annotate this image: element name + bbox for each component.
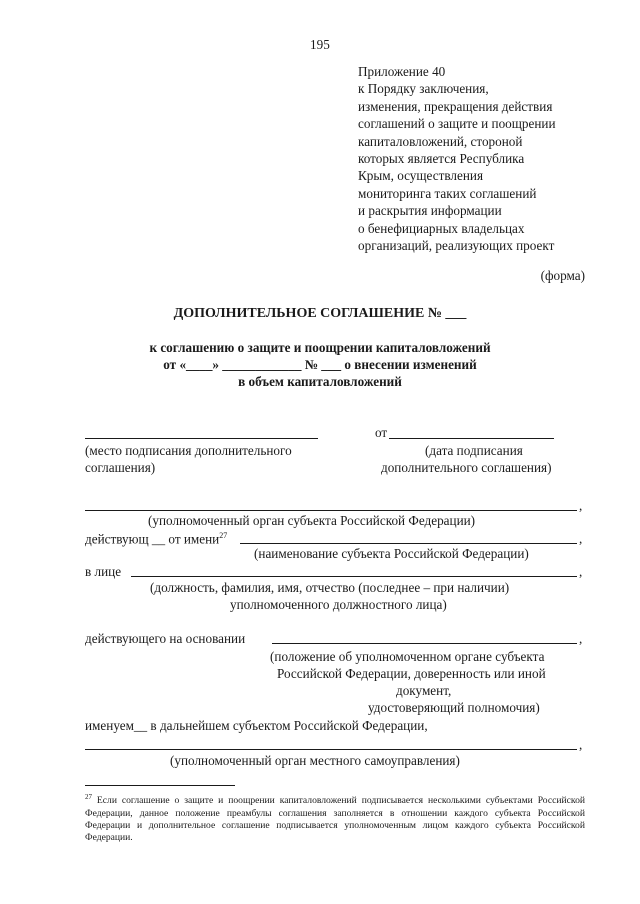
- basis-label: документ,: [396, 683, 452, 698]
- signing-date-label: (дата подписания: [425, 443, 523, 458]
- signing-date-field: [389, 438, 554, 439]
- hereinafter-text: именуем__ в дальнейшем субъектом Российской Федерации,: [85, 718, 428, 733]
- appendix-line: и раскрытия информации: [358, 203, 502, 219]
- form-label: (форма): [540, 268, 585, 283]
- subtitle-line: в объем капиталовложений: [238, 374, 402, 389]
- acting-basis-label: действующего на основании: [85, 631, 246, 646]
- appendix-line: мониторинга таких соглашений: [358, 185, 537, 201]
- basis-label: Российской Федерации, доверенность или иной: [277, 666, 546, 681]
- appendix-line: которых является Республика: [358, 151, 525, 167]
- appendix-line: Крым, осуществления: [358, 168, 484, 184]
- official-label: (должность, фамилия, имя, отчество (последнее – при наличии): [150, 580, 510, 595]
- subject-name-field: [240, 543, 577, 544]
- appendix-line: Приложение 40: [358, 64, 446, 79]
- footnote: [85, 791, 585, 845]
- appendix-line: капиталовложений, стороной: [358, 133, 523, 149]
- footnote-text: Если соглашение о защите и поощрении капиталовложений подписывается несколькими субъектами Российской Федерации, данное положение преамбулы соглашения заполняется в отношении каждого субъекта Российской Федерации и дополнительное соглашение подписывается уполномоченным лицом каждого субъекта Российской Федерации.: [85, 795, 585, 844]
- signing-place-label: (место подписания дополнительного: [85, 443, 292, 458]
- page-number: 195: [310, 37, 330, 52]
- document-title: ДОПОЛНИТЕЛЬНОЕ СОГЛАШЕНИЕ № ___: [173, 306, 467, 321]
- official-field: [131, 576, 577, 577]
- footnote-ref: 27: [219, 531, 228, 540]
- appendix-line: о бенефициарных владельцах: [358, 220, 525, 236]
- footnote-separator: [85, 785, 235, 786]
- acting-on-behalf-label: действующ __ от имени$^{27}$: [85, 531, 228, 547]
- footnote-number: 27: [85, 793, 92, 801]
- appendix-line: соглашений о защите и поощрении: [358, 116, 556, 132]
- official-label: уполномоченного должностного лица): [230, 597, 447, 612]
- subject-name-label: (наименование субъекта Российской Федерации): [254, 546, 529, 561]
- signing-place-label: соглашения): [85, 460, 156, 475]
- subtitle-line: к соглашению о защите и поощрении капиталовложений: [149, 340, 491, 355]
- subtitle-line: от «____» ____________ № ___ о внесении изменений: [163, 357, 477, 372]
- basis-field: [272, 643, 577, 644]
- comma: ,: [579, 498, 583, 513]
- authority-label: (уполномоченный орган субъекта Российской Федерации): [148, 513, 476, 528]
- authority-field: [85, 510, 577, 511]
- comma: ,: [579, 531, 583, 546]
- appendix-line: организаций, реализующих проект: [358, 238, 555, 254]
- appendix-block: [358, 63, 556, 254]
- comma: ,: [579, 631, 583, 646]
- local-authority-label: (уполномоченный орган местного самоуправления): [170, 753, 460, 768]
- appendix-line: к Порядку заключения,: [358, 81, 489, 97]
- from-label: от: [375, 425, 388, 440]
- signing-place-field: [85, 438, 318, 439]
- comma: ,: [579, 564, 583, 579]
- signing-date-label: дополнительного соглашения): [381, 460, 552, 475]
- appendix-line: изменения, прекращения действия: [358, 98, 553, 114]
- in-person-label: в лице: [85, 564, 122, 579]
- basis-label: (положение об уполномоченном органе субъекта: [270, 649, 545, 664]
- comma: ,: [579, 737, 583, 752]
- local-authority-field: [85, 749, 577, 750]
- basis-label: удостоверяющий полномочия): [368, 700, 540, 715]
